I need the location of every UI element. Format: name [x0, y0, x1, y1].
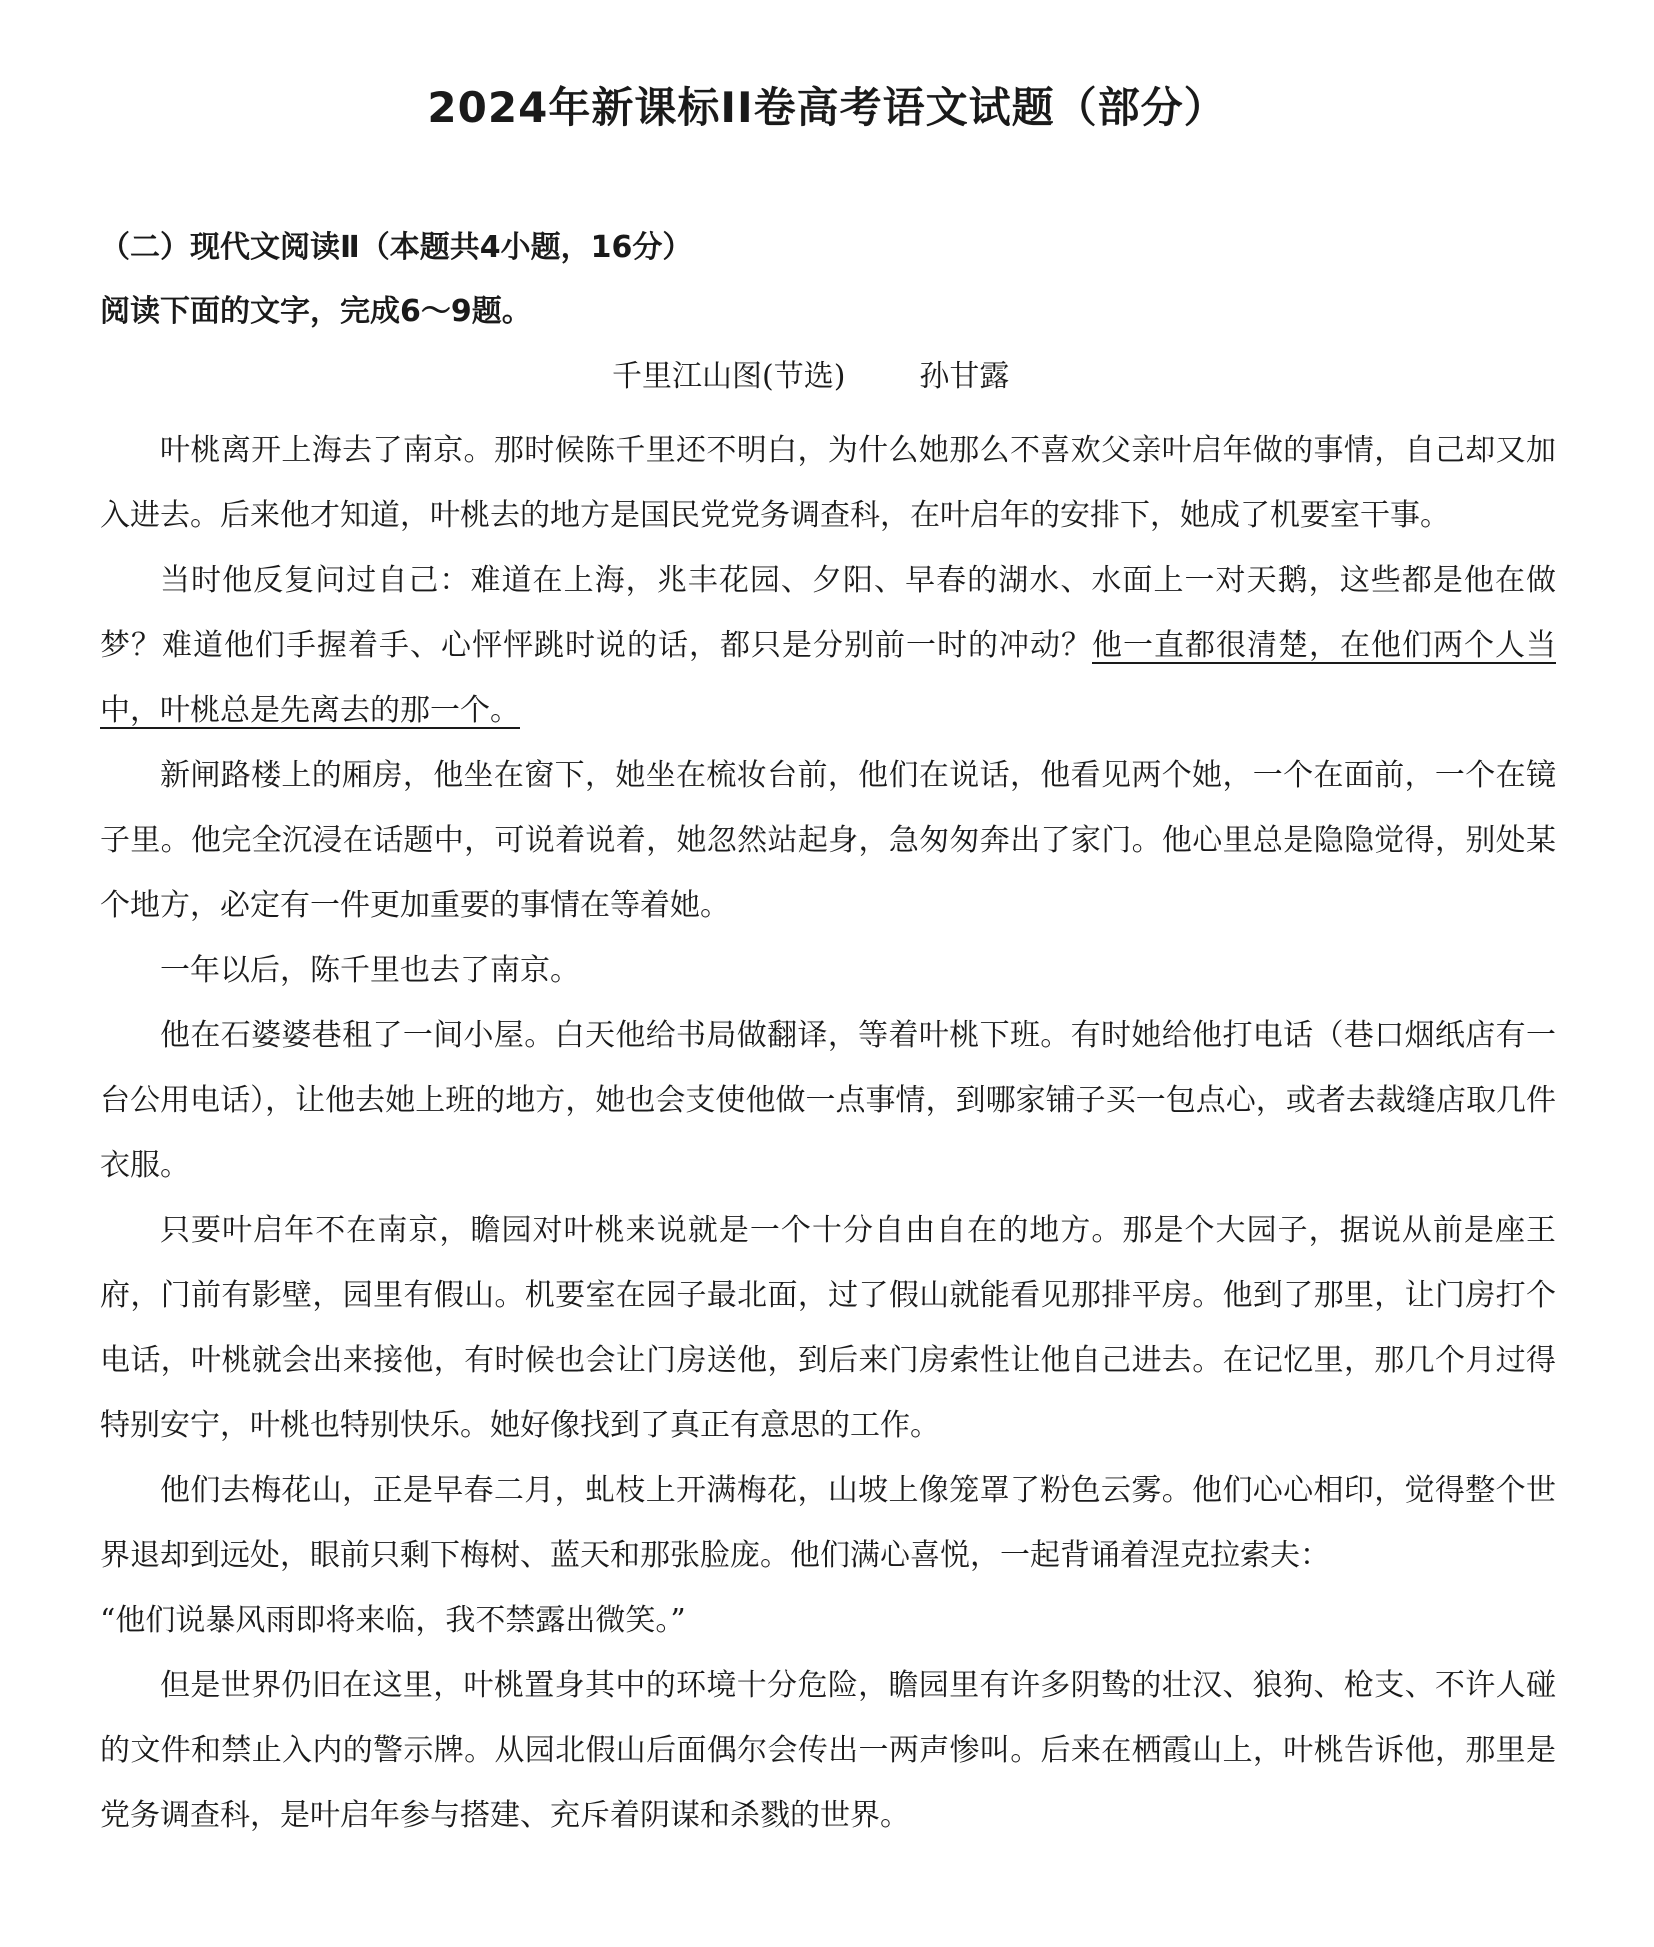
paragraph-text: 只要叶启年不在南京，瞻园对叶桃来说就是一个十分自由自在的地方。那是个大园子，据说从前是座王府，门前有影壁，园里有假山。机要室在园子最北面，过了假山就能看见那排平房。他到了那里，让门房打个电话，叶桃就会出来接他，有时候也会让门房送他，到后来门房索性让他自己进去。在记忆里，那几个月过得特别安宁，叶桃也特别快乐。她好像找到了真正有意思的工作。: [100, 1213, 1556, 1443]
document-title: 2024年新课标II卷高考语文试题（部分）: [427, 83, 1227, 132]
paragraph-text: 他在石婆婆巷租了一间小屋。白天他给书局做翻译，等着叶桃下班。有时她给他打电话（巷口烟纸店有一台公用电话），让他去她上班的地方，她也会支使他做一点事情，到哪家铺子买一包点心，或者去裁缝店取几件衣服。: [100, 1018, 1556, 1183]
paragraph: [100, 938, 1556, 1003]
paragraph: [100, 418, 1556, 548]
paragraph-text: 一年以后，陈千里也去了南京。: [160, 953, 580, 988]
article-title: 千里江山图(节选): [612, 359, 846, 394]
article-header: [612, 355, 1009, 399]
section-heading: （二）现代文阅读Ⅱ（本题共4小题，16分）: [100, 230, 693, 265]
paragraph: [100, 743, 1556, 938]
paragraph-text: 新闸路楼上的厢房，他坐在窗下，她坐在梳妆台前，他们在说话，他看见两个她，一个在面前，一个在镜子里。他完全沉浸在话题中，可说着说着，她忽然站起身，急匆匆奔出了家门。他心里总是隐隐觉得，别处某个地方，必定有一件更加重要的事情在等着她。: [100, 758, 1556, 923]
paragraph: [100, 1653, 1556, 1848]
paragraph: [100, 1003, 1556, 1198]
underlined-sentence: 他一直都很清楚，在他们两个人当中，叶桃总是先离去的那一个。: [100, 628, 1556, 728]
question-instruction: 阅读下面的文字，完成6～9题。: [100, 294, 532, 329]
paragraph-text: 他们去梅花山，正是早春二月，虬枝上开满梅花，山坡上像笼罩了粉色云雾。他们心心相印，觉得整个世界退却到远处，眼前只剩下梅树、蓝天和那张脸庞。他们满心喜悦，一起背诵着涅克拉索夫：: [100, 1473, 1556, 1573]
paragraph-text: 当时他反复问过自己：难道在上海，兆丰花园、夕阳、早春的湖水、水面上一对天鹅，这些都是他在做梦？难道他们手握着手、心怦怦跳时说的话，都只是分别前一时的冲动？: [100, 563, 1556, 663]
paragraph-text: 但是世界仍旧在这里，叶桃置身其中的环境十分危险，瞻园里有许多阴鸷的壮汉、狼狗、枪支、不许人碰的文件和禁止入内的警示牌。从园北假山后面偶尔会传出一两声惨叫。后来在栖霞山上，叶桃告诉他，那里是党务调查科，是叶启年参与搭建、充斥着阴谋和杀戮的世界。: [100, 1668, 1556, 1833]
quote-paragraph: [100, 1588, 1556, 1653]
quote-text: “他们说暴风雨即将来临，我不禁露出微笑。”: [100, 1603, 686, 1638]
article-body: [100, 418, 1556, 1848]
paragraph: [100, 1458, 1556, 1588]
paragraph-text: 叶桃离开上海去了南京。那时候陈千里还不明白，为什么她那么不喜欢父亲叶启年做的事情，自己却又加入进去。后来他才知道，叶桃去的地方是国民党党务调查科，在叶启年的安排下，她成了机要室干事。: [100, 433, 1556, 533]
paragraph: [100, 1198, 1556, 1458]
paragraph: [100, 548, 1556, 743]
article-author: 孙甘露: [919, 359, 1010, 394]
